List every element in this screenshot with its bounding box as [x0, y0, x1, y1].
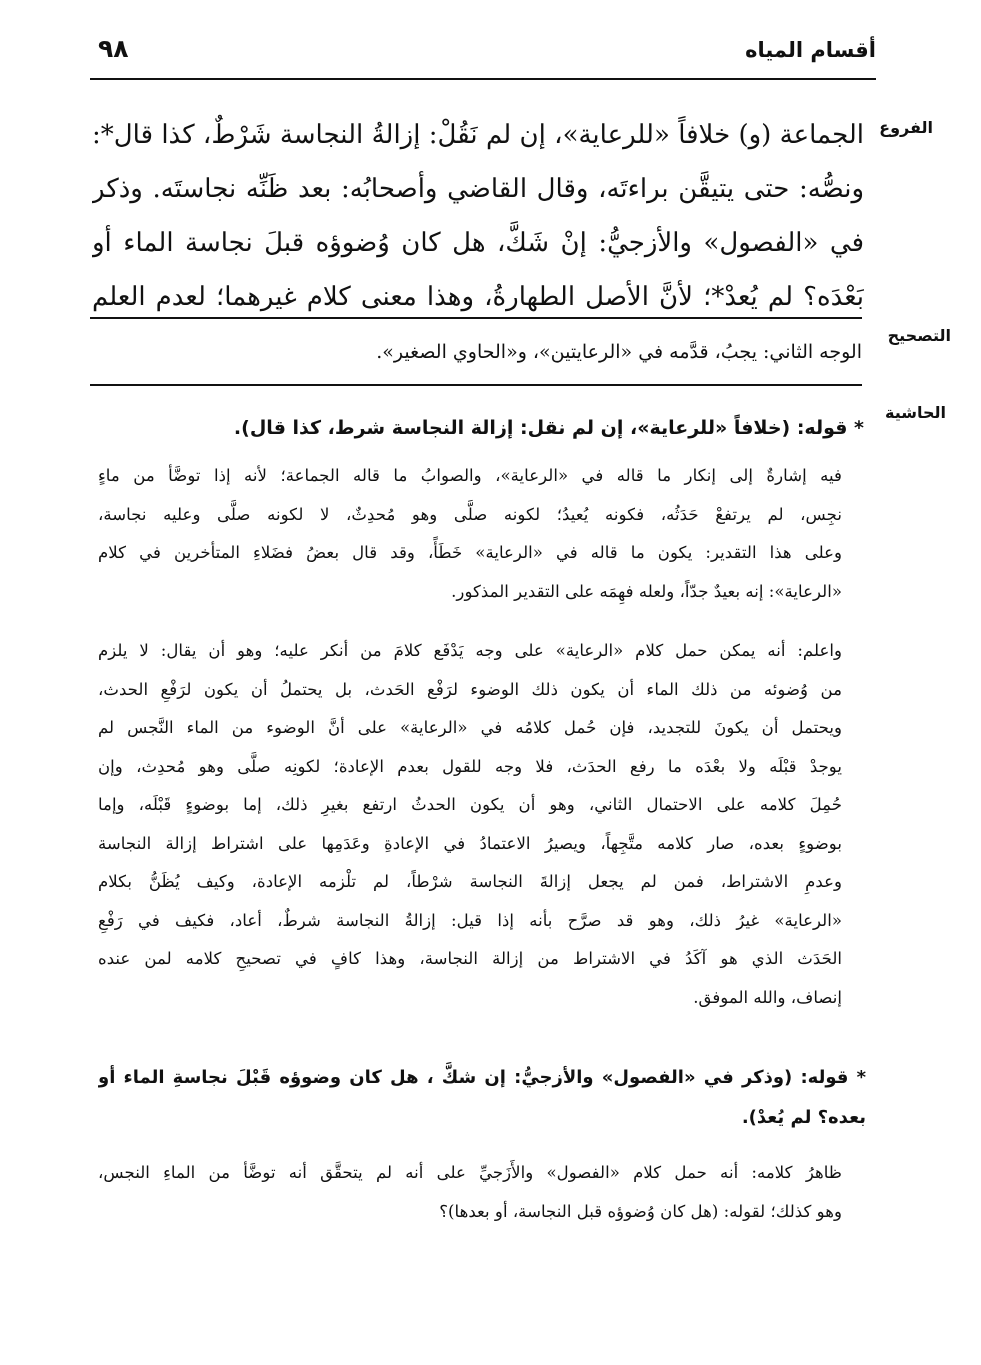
label-hashiya: الحاشية: [885, 403, 946, 422]
page-number: ٩٨: [98, 34, 129, 63]
label-furu: الفروع: [879, 118, 933, 137]
text-line: واعلم: أنه يمكن حمل كلام «الرعاية» على وجه يَدْفَع كلامَ من أنكر عليه؛ وهو أن يقال: لا يلزم: [98, 641, 842, 660]
text-line: «الرعاية» غيرُ ذلك، وهو قد صرَّح بأنه إذا قيل: إزالةُ النجاسة شرطٌ، أعاد، فكيف في رَفْعِ: [98, 910, 842, 930]
text-line: «الرعاية»: إنه بعيدٌ جدّاً، ولعله فهِمَه على التقدير المذكور.: [451, 581, 842, 601]
furu-line: الجماعة (و) خلافاً «للرعاية»، إن لم نَقُلْ: إزالةُ النجاسة شَرْطٌ، كذا قال*:: [92, 120, 864, 150]
furu-line: ونصُّه: حتى يتيقَّن براءتَه، وقال القاضي وأصحابُه: بعد ظَنِّه نجاستَه. وذكر: [92, 174, 864, 204]
text-line: حُمِلَ كلامه على الاحتمال الثاني، وهو أن يكون الحدثُ ارتفع بغيرِ ذلك، إما بوضوءٍ قَبْلَه، وإما: [98, 795, 842, 814]
note2-paragraph-1: [98, 1154, 842, 1231]
text-line: يوجدْ قبْلَه ولا بعْدَه ما رفع الحدَث، فلا وجه للقول بعدم الإعادة؛ لكونِه صلَّى وهو مُحدِث، وإن: [98, 756, 842, 776]
text-line: ويحتمل أن يكونَ للتجديد، فإن حُمل كلامُه في «الرعاية» على أنَّ الوضوء من الماء النَّجس لم: [98, 718, 842, 737]
text-line: من وُضوئه من ذلك الماء أن يكون ذلك الوضوء لرَفْع الحَدث، بل يحتملُ أن يكون لرَفْعِ الحدث،: [98, 679, 842, 699]
header-rule: [90, 78, 876, 80]
furu-line: في «الفصول» والأزجيُّ: إنْ شَكَّ، هل كان وُضوؤه قبلَ نجاسة الماء أو: [92, 228, 864, 258]
heading-line: * قوله: (وذكر في «الفصول» والأزجيُّ: إن شكَّ ، هل كان وضوؤه قَبْلَ نجاسةِ الماء أو: [98, 1067, 866, 1088]
text-line: إنصاف، والله الموفق.: [693, 987, 842, 1007]
label-tashih: التصحيح: [887, 326, 951, 345]
text-line: وعلى هذا التقدير: يكون ما قاله في «الرعاية» خَطَأً، وقد قال بعضُ فضَلاءِ المتأخرين في كلام: [98, 543, 842, 562]
text-line: نجِس، لم يرتفعْ حَدَثُه، فكونه يُعيدُ؛ لكونه صلَّى وهو مُحدِثٌ، لا لكونه صلَّى وعليه نجاسة،: [98, 504, 842, 524]
running-title: أقسام المياه: [745, 38, 876, 62]
text-line: وعدمِ الاشتراط، فمن لم يجعل إزالةَ النجاسة شرْطاً، لم تلْزمه الإعادة، وكيف يُظَنُّ بكلام: [98, 872, 842, 891]
furu-line: بَعْدَه؟ لم يُعدْ*؛ لأنَّ الأصل الطهارةُ، وهذا معنى كلام غيرهما؛ لعدم العلم: [92, 282, 864, 312]
note1-heading: * قوله: (خلافاً «للرعاية»، إن لم نقل: إزالة النجاسة شرط، كذا قال).: [233, 417, 864, 439]
furu-text-block: [92, 108, 864, 324]
note1-paragraph-1: [98, 457, 842, 611]
text-line: الحَدَث الذي هو آكَدُ في الاشتراط من إزالة النجاسة، وهذا كافٍ في تصحيحِ كلامه لمن عنده: [98, 949, 842, 968]
text-line: وهو كذلك؛ لقوله: (هل كان وُضوؤه قبل النجاسة، أو بعدها)؟: [439, 1201, 842, 1221]
tashih-text: الوجه الثاني: يجبُ، قدَّمه في «الرعايتين»، و«الحاوي الصغير».: [376, 341, 862, 363]
note2-heading: [98, 1058, 866, 1138]
note1-paragraph-2: [98, 632, 842, 1017]
page-header: [90, 34, 876, 78]
text-line: بوضوءٍ بعده، صار كلامه متَّجِهاً، ويصيرُ الاعتمادُ في الإعادةِ وعَدَمِها على اشتراط إزالة النجاسة: [98, 833, 842, 853]
furu-divider: [90, 317, 862, 319]
text-line: ظاهرُ كلامه: أنه حمل كلام «الفصول» والأَزَجيِّ على أنه لم يتحقَّق أنه توضَّأ من الماءِ النجس،: [98, 1163, 842, 1182]
heading-line: بعده؟ لم يُعدْ).: [741, 1107, 866, 1128]
tashih-divider: [90, 384, 862, 386]
text-line: فيه إشارةٌ إلى إنكار ما قاله في «الرعاية»، والصوابُ ما قاله الجماعة؛ لأنه إذا توضَّأ من ماءٍ: [98, 466, 842, 485]
